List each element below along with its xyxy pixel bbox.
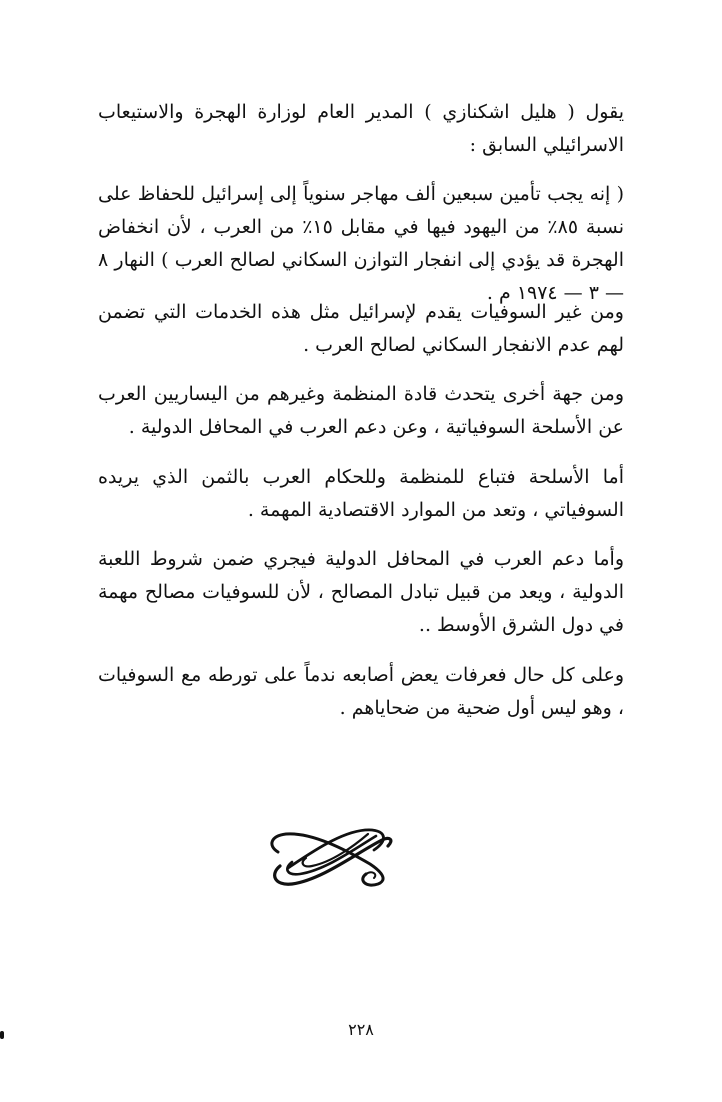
paragraph-quote: ( إنه يجب تأمين سبعين ألف مهاجر سنوياً إلى إسرائيل للحفاظ على نسبة ٨٥٪ من اليهود فيها في مقابل ١٥٪ من العرب ، لأن انخفاض الهجرة قد يؤدي إلى انفجار التوازن السكاني لصالح العرب ) النهار ٨ — ٣ — ١٩٧٤ م . (98, 183, 624, 304)
paragraph-international-support: وأما دعم العرب في المحافل الدولية فيجري ضمن شروط اللعبة الدولية ، ويعد من قبيل تبادل المصالح ، لأن للسوفيات مصالح مهمة في دول الشرق الأوسط .. (98, 548, 624, 636)
paragraph-quote-intro: يقول ( هليل اشكنازي ) المدير العام لوزارة الهجرة والاستيعاب الاسرائيلي السابق : (98, 101, 624, 156)
paragraph-weapons: أما الأسلحة فتباع للمنظمة وللحكام العرب بالثمن الذي يريده السوفياتي ، وتعد من الموارد الاقتصادية المهمة . (98, 466, 624, 521)
page-number: ٢٢٨ (348, 1020, 374, 1039)
scan-edge-mark (0, 1031, 4, 1039)
paragraph-conclusion: وعلى كل حال فعرفات يعض أصابعه ندماً على تورطه مع السوفيات ، وهو ليس أول ضحية من ضحاياهم . (98, 664, 624, 719)
swirl-ornament-icon (262, 822, 396, 892)
paragraph-leaders-talk: ومن جهة أخرى يتحدث قادة المنظمة وغيرهم من اليساريين العرب عن الأسلحة السوفياتية ، وعن دعم العرب في المحافل الدولية . (98, 383, 624, 438)
paragraph-soviet-services: ومن غير السوفيات يقدم لإسرائيل مثل هذه الخدمات التي تضمن لهم عدم الانفجار السكاني لصالح العرب . (98, 301, 624, 356)
